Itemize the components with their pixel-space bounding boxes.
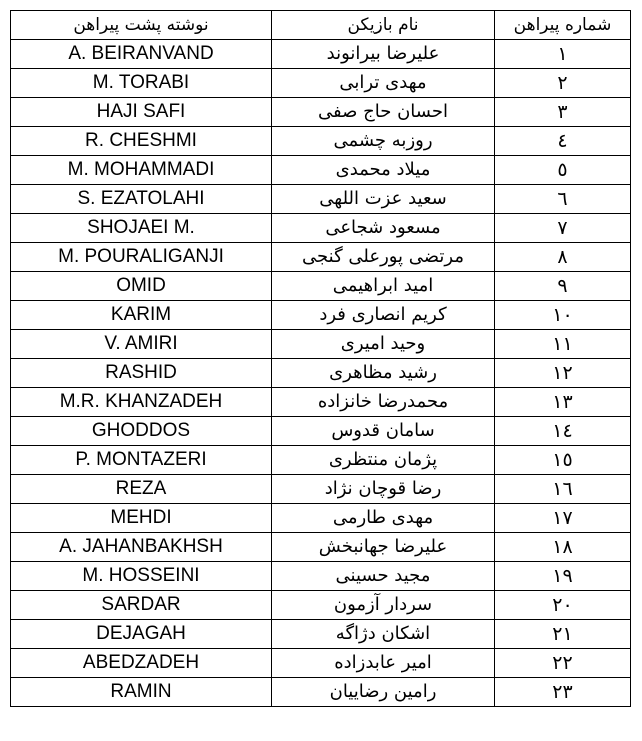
player-name-cell: مهدی ترابی bbox=[272, 69, 495, 98]
table-row bbox=[11, 649, 631, 678]
player-name-cell: محمدرضا خانزاده bbox=[272, 388, 495, 417]
shirt-number-cell: ۱۱ bbox=[495, 330, 631, 359]
shirt-number-cell: ٥ bbox=[495, 156, 631, 185]
shirt-number-cell: ۱ bbox=[495, 40, 631, 69]
player-name-cell: مهدی طارمی bbox=[272, 504, 495, 533]
table-row bbox=[11, 98, 631, 127]
shirt-number-cell: ۹ bbox=[495, 272, 631, 301]
player-name-cell: میلاد محمدی bbox=[272, 156, 495, 185]
table-row bbox=[11, 620, 631, 649]
shirt-number-cell: ۸ bbox=[495, 243, 631, 272]
back-name-cell: M. MOHAMMADI bbox=[11, 156, 272, 185]
shirt-number-cell: ۳ bbox=[495, 98, 631, 127]
back-name-cell: OMID bbox=[11, 272, 272, 301]
shirt-number-cell: ۲۰ bbox=[495, 591, 631, 620]
header-player-name: نام بازیکن bbox=[272, 11, 495, 40]
back-name-cell: M. HOSSEINI bbox=[11, 562, 272, 591]
table-row bbox=[11, 533, 631, 562]
player-name-cell: روزبه چشمی bbox=[272, 127, 495, 156]
shirt-number-cell: ۱۰ bbox=[495, 301, 631, 330]
back-name-cell: GHODDOS bbox=[11, 417, 272, 446]
player-name-cell: احسان حاج صفی bbox=[272, 98, 495, 127]
back-name-cell: KARIM bbox=[11, 301, 272, 330]
player-name-cell: مجید حسینی bbox=[272, 562, 495, 591]
table-row bbox=[11, 69, 631, 98]
back-name-cell: A. BEIRANVAND bbox=[11, 40, 272, 69]
table-row bbox=[11, 127, 631, 156]
table-row bbox=[11, 562, 631, 591]
player-name-cell: سردار آزمون bbox=[272, 591, 495, 620]
player-name-cell: پژمان منتظری bbox=[272, 446, 495, 475]
shirt-number-cell: ۱۹ bbox=[495, 562, 631, 591]
table-row bbox=[11, 301, 631, 330]
back-name-cell: SARDAR bbox=[11, 591, 272, 620]
player-name-cell: رشید مظاهری bbox=[272, 359, 495, 388]
back-name-cell: RASHID bbox=[11, 359, 272, 388]
player-name-cell: رامین رضاییان bbox=[272, 678, 495, 707]
back-name-cell: M.R. KHANZADEH bbox=[11, 388, 272, 417]
back-name-cell: P. MONTAZERI bbox=[11, 446, 272, 475]
roster-sheet bbox=[10, 10, 631, 707]
table-row bbox=[11, 330, 631, 359]
player-name-cell: سعید عزت اللهی bbox=[272, 185, 495, 214]
shirt-number-cell: ۷ bbox=[495, 214, 631, 243]
table-row bbox=[11, 40, 631, 69]
shirt-number-cell: ٦ bbox=[495, 185, 631, 214]
shirt-number-cell: ۱۳ bbox=[495, 388, 631, 417]
back-name-cell: V. AMIRI bbox=[11, 330, 272, 359]
table-row bbox=[11, 504, 631, 533]
table-row bbox=[11, 359, 631, 388]
back-name-cell: HAJI SAFI bbox=[11, 98, 272, 127]
back-name-cell: M. POURALIGANJI bbox=[11, 243, 272, 272]
player-name-cell: وحید امیری bbox=[272, 330, 495, 359]
back-name-cell: ABEDZADEH bbox=[11, 649, 272, 678]
table-row bbox=[11, 591, 631, 620]
back-name-cell: REZA bbox=[11, 475, 272, 504]
back-name-cell: RAMIN bbox=[11, 678, 272, 707]
shirt-number-cell: ۱۸ bbox=[495, 533, 631, 562]
shirt-number-cell: ٤ bbox=[495, 127, 631, 156]
roster-table bbox=[10, 10, 631, 707]
player-name-cell: علیرضا جهانبخش bbox=[272, 533, 495, 562]
shirt-number-cell: ۲۳ bbox=[495, 678, 631, 707]
table-row bbox=[11, 214, 631, 243]
player-name-cell: علیرضا بیرانوند bbox=[272, 40, 495, 69]
shirt-number-cell: ۱۷ bbox=[495, 504, 631, 533]
player-name-cell: سامان قدوس bbox=[272, 417, 495, 446]
table-row bbox=[11, 475, 631, 504]
header-row bbox=[11, 11, 631, 40]
table-row bbox=[11, 678, 631, 707]
back-name-cell: A. JAHANBAKHSH bbox=[11, 533, 272, 562]
shirt-number-cell: ۲ bbox=[495, 69, 631, 98]
table-row bbox=[11, 417, 631, 446]
table-row bbox=[11, 446, 631, 475]
table-row bbox=[11, 243, 631, 272]
player-name-cell: مرتضی پورعلی گنجی bbox=[272, 243, 495, 272]
back-name-cell: MEHDI bbox=[11, 504, 272, 533]
shirt-number-cell: ١٦ bbox=[495, 475, 631, 504]
back-name-cell: M. TORABI bbox=[11, 69, 272, 98]
player-name-cell: رضا قوچان نژاد bbox=[272, 475, 495, 504]
table-row bbox=[11, 388, 631, 417]
table-row bbox=[11, 156, 631, 185]
player-name-cell: کریم انصاری فرد bbox=[272, 301, 495, 330]
table-row bbox=[11, 185, 631, 214]
back-name-cell: S. EZATOLAHI bbox=[11, 185, 272, 214]
player-name-cell: امید ابراهیمی bbox=[272, 272, 495, 301]
player-name-cell: اشکان دژاگه bbox=[272, 620, 495, 649]
back-name-cell: R. CHESHMI bbox=[11, 127, 272, 156]
table-row bbox=[11, 272, 631, 301]
shirt-number-cell: ۲۱ bbox=[495, 620, 631, 649]
shirt-number-cell: ۱۲ bbox=[495, 359, 631, 388]
shirt-number-cell: ١٤ bbox=[495, 417, 631, 446]
header-back-name: نوشته پشت پیراهن bbox=[11, 11, 272, 40]
shirt-number-cell: ۲۲ bbox=[495, 649, 631, 678]
player-name-cell: مسعود شجاعی bbox=[272, 214, 495, 243]
shirt-number-cell: ١٥ bbox=[495, 446, 631, 475]
roster-table-body bbox=[11, 11, 631, 707]
back-name-cell: SHOJAEI M. bbox=[11, 214, 272, 243]
back-name-cell: DEJAGAH bbox=[11, 620, 272, 649]
header-shirt-number: شماره پیراهن bbox=[495, 11, 631, 40]
player-name-cell: امیر عابدزاده bbox=[272, 649, 495, 678]
